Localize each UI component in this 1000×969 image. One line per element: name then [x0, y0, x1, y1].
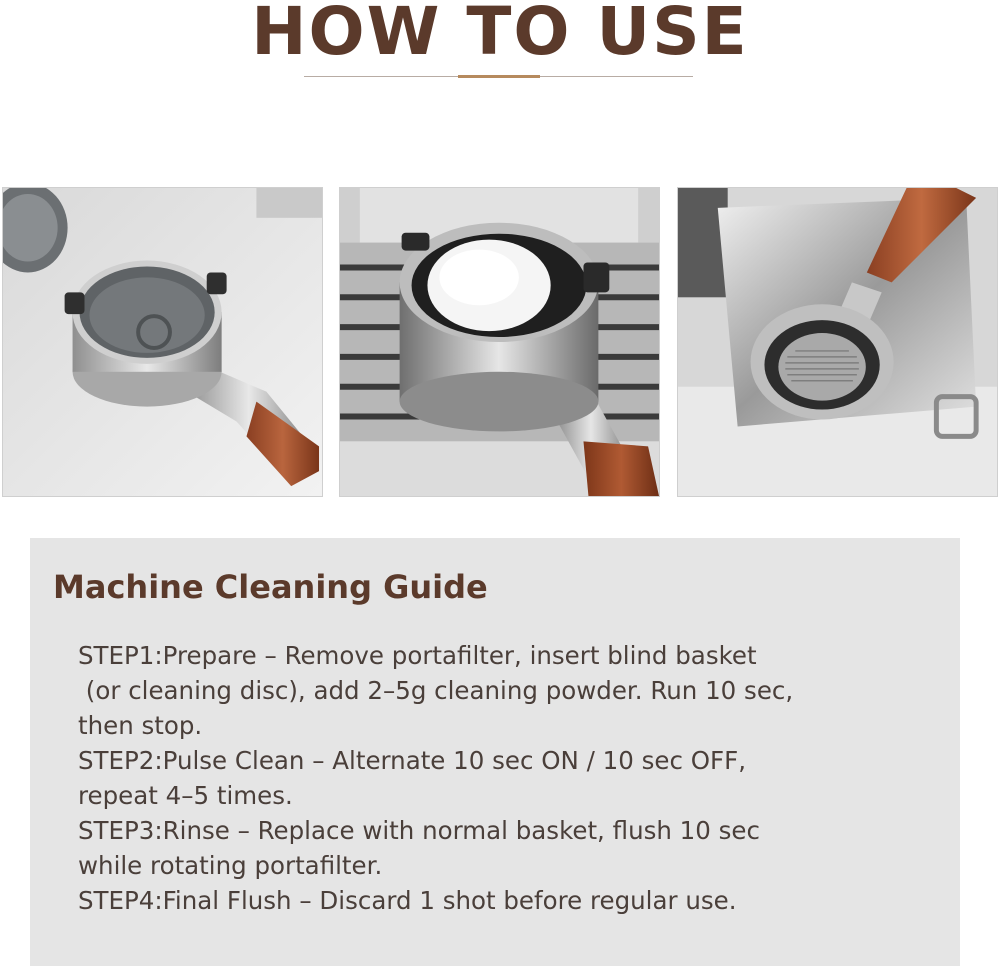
title-divider-accent	[458, 75, 540, 78]
photo-portafilter-cleaning-powder	[339, 187, 660, 497]
photo-portafilter-in-machine	[677, 187, 998, 497]
guide-line: STEP1:Prepare – Remove portafilter, insert blind basket	[78, 641, 757, 670]
guide-line: STEP3:Rinse – Replace with normal basket, flush 10 sec	[78, 816, 760, 845]
guide-line: then stop.	[78, 711, 203, 740]
portafilter-disc-icon	[3, 188, 322, 496]
portafilter-powder-icon	[340, 188, 659, 496]
guide-title: Machine Cleaning Guide	[53, 568, 488, 606]
cleaning-guide-panel	[30, 538, 960, 966]
guide-line: STEP4:Final Flush – Discard 1 shot before regular use.	[78, 886, 737, 915]
guide-steps	[78, 638, 948, 918]
guide-line: STEP2:Pulse Clean – Alternate 10 sec ON / 10 sec OFF,	[78, 746, 746, 775]
guide-line: while rotating portafilter.	[78, 851, 383, 880]
group-head-icon	[678, 188, 997, 496]
page-title: HOW TO USE	[251, 0, 749, 70]
guide-line: (or cleaning disc), add 2–5g cleaning powder. Run 10 sec,	[78, 676, 794, 705]
guide-line: repeat 4–5 times.	[78, 781, 293, 810]
photo-portafilter-cleaning-disc	[2, 187, 323, 497]
